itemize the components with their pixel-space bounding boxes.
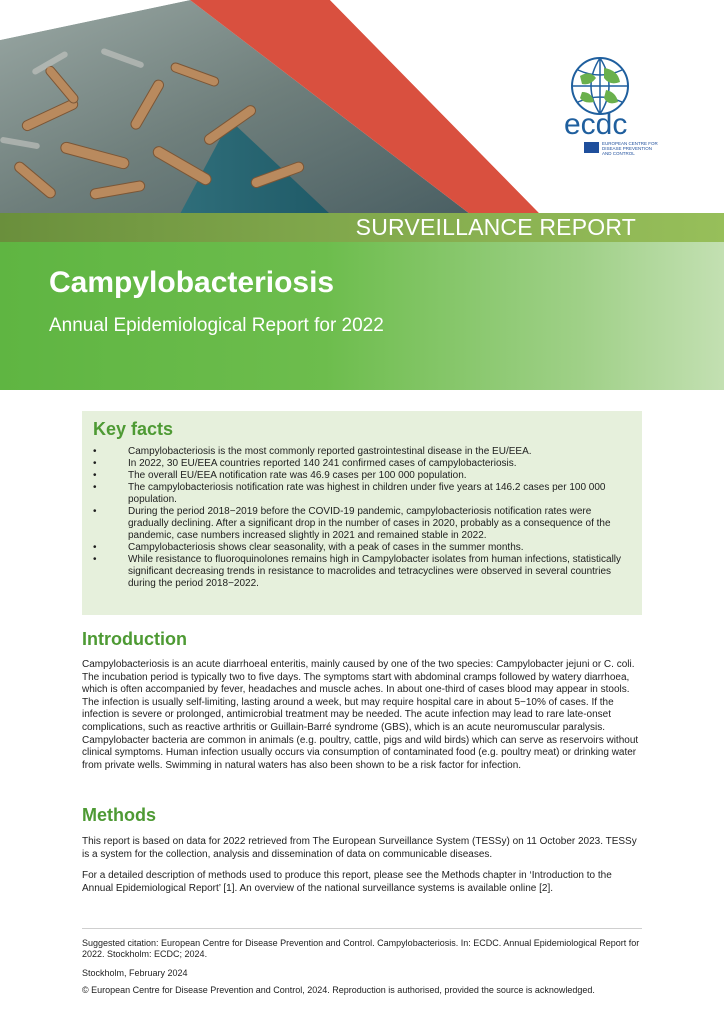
page-subtitle: Annual Epidemiological Report for 2022: [49, 315, 384, 336]
key-facts-list: [93, 446, 630, 590]
list-item: • Campylobacteriosis is the most commonly reported gastrointestinal disease in the EU/EEA.: [93, 446, 630, 458]
report-type-band: [0, 213, 724, 242]
list-item: • While resistance to fluoroquinolones remains high in Campylobacter isolates from human infections, statistically significant decreasing trends in resistance to macrolides and tetracyclines were observed in several countries during the period 2018−2022.: [93, 554, 630, 590]
key-facts-heading: Key facts: [93, 419, 174, 439]
introduction-heading: Introduction: [82, 629, 187, 649]
introduction-text: Campylobacteriosis is an acute diarrhoeal enteritis, mainly caused by one of the two species: Campylobacter jejuni or C. coli. The incubation period is typically two to five days. The symptoms start with abdominal cramps followed by watery diarrhoea, which is often accompanied by fever, headaches and muscle aches. In about one-third of cases blood may appear in stools. The infection is usually self-limiting, lasting around a week, but may require hospital care in about 5−10% of cases. If the infection is severe or prolonged, antimicrobial treatment may be needed. The acute infection may lead to rare late-onset complications, such as reactive arthritis or Guillain-Barré syndrome (GBS), which is an acute neuromuscular paralysis. Campylobacter bacteria are common in animals (e.g. poultry, cattle, pigs and wild birds) which can serve as reservoirs without clinical symptoms. Human infection usually occurs via consumption of contaminated food (e.g. poultry meat) or drinking water from private wells. Swimming in natural waters has also been shown to be a risk factor for infection.: [82, 659, 639, 771]
methods-paragraph-2: For a detailed description of methods used to produce this report, please see the Methods chapter in ‘Introduction to the Annual Epidemiological Report’ [1]. An overview of the national surveillance systems is available online [2].: [82, 870, 612, 894]
list-item: • The overall EU/EEA notification rate was 46.9 cases per 100 000 population.: [93, 470, 630, 482]
svg-text:DISEASE PREVENTION: DISEASE PREVENTION: [602, 146, 653, 151]
title-band: [0, 242, 724, 390]
methods-heading: Methods: [82, 805, 156, 825]
ecdc-logo: [560, 56, 680, 166]
svg-text:ecdc: ecdc: [564, 108, 628, 141]
place-date: Stockholm, February 2024: [82, 968, 188, 978]
list-item: • In 2022, 30 EU/EEA countries reported 140 241 confirmed cases of campylobacteriosis.: [93, 458, 630, 470]
svg-text:AND CONTROL: AND CONTROL: [602, 151, 635, 156]
key-facts-box: [82, 411, 642, 615]
page-title: Campylobacteriosis: [49, 266, 335, 299]
report-type-label: SURVEILLANCE REPORT: [355, 214, 636, 240]
globe-icon: [572, 58, 628, 114]
methods-paragraph-1: This report is based on data for 2022 retrieved from The European Surveillance System (TESSy) on 11 October 2023. TESSy is a system for the collection, analysis and dissemination of data on communicable diseases.: [82, 836, 637, 860]
list-item: • During the period 2018−2019 before the COVID-19 pandemic, campylobacteriosis notification rates were gradually declining. After a significant drop in the number of cases in 2020, probably as a consequence of the pandemic, case numbers increased slightly in 2021 and remained stable in 2022.: [93, 506, 630, 542]
footer-divider: [82, 928, 642, 929]
svg-text:EUROPEAN CENTRE FOR: EUROPEAN CENTRE FOR: [602, 141, 658, 146]
list-item: • The campylobacteriosis notification rate was highest in children under five years at 146.2 cases per 100 000 population.: [93, 482, 630, 506]
list-item: • Campylobacteriosis shows clear seasonality, with a peak of cases in the summer months.: [93, 542, 630, 554]
copyright-notice: © European Centre for Disease Prevention and Control, 2024. Reproduction is authorised, provided the source is acknowledged.: [82, 985, 595, 995]
suggested-citation: Suggested citation: European Centre for Disease Prevention and Control. Campylobacteriosis. In: ECDC. Annual Epidemiological Report for 2022. Stockholm: ECDC; 2024.: [82, 938, 640, 959]
